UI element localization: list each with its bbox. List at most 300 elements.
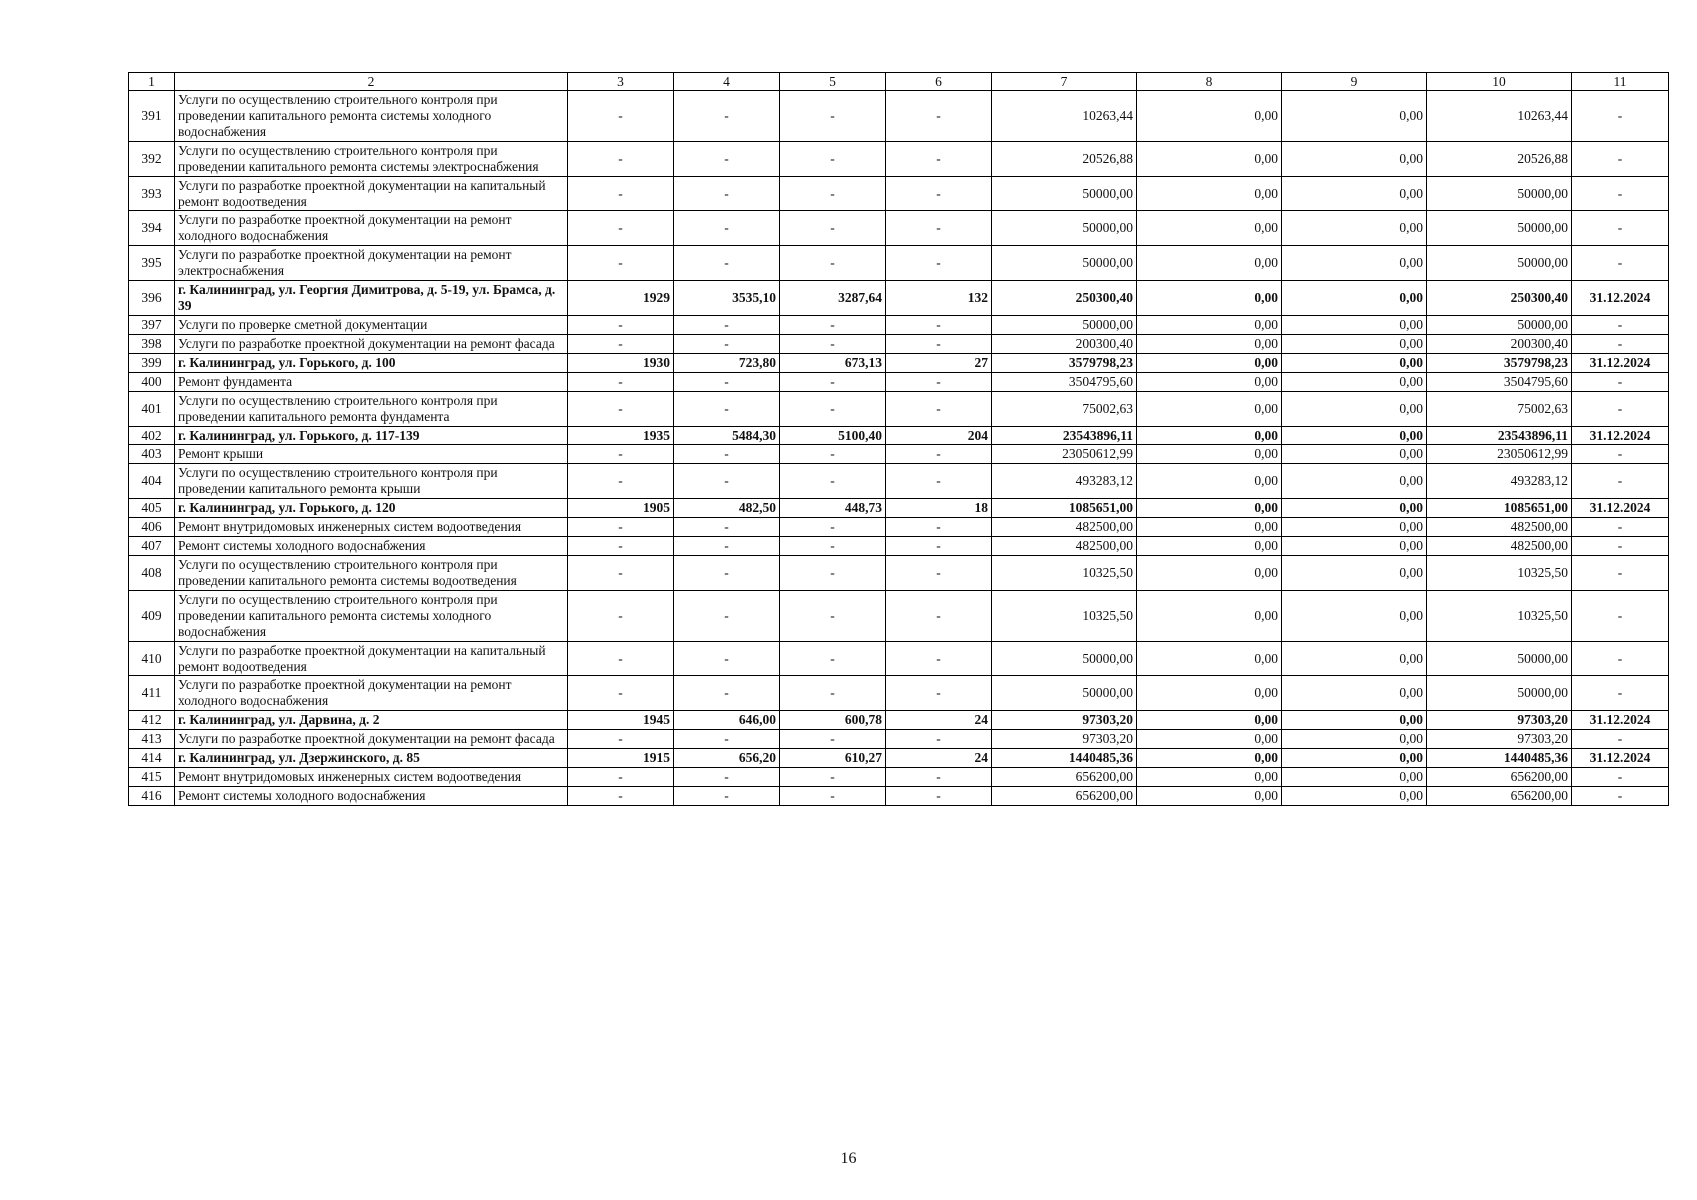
cost-col10-cell: 10325,50 bbox=[1427, 590, 1572, 641]
total-area-cell: - bbox=[674, 315, 780, 334]
row-number-cell: 409 bbox=[129, 590, 175, 641]
column-header-10: 10 bbox=[1427, 73, 1572, 91]
cost-col10-cell: 1085651,00 bbox=[1427, 499, 1572, 518]
living-area-cell: - bbox=[780, 676, 886, 711]
row-number-cell: 412 bbox=[129, 711, 175, 730]
cost-col9-cell: 0,00 bbox=[1282, 749, 1427, 768]
year-cell: - bbox=[568, 518, 674, 537]
cost-col9-cell: 0,00 bbox=[1282, 246, 1427, 281]
page-number: 16 bbox=[840, 1150, 857, 1167]
cost-col10-cell: 482500,00 bbox=[1427, 518, 1572, 537]
row-number-cell: 391 bbox=[129, 91, 175, 142]
year-cell: - bbox=[568, 315, 674, 334]
address-row bbox=[129, 499, 1669, 518]
total-cost-cell: 10263,44 bbox=[992, 91, 1137, 142]
year-cell: - bbox=[568, 445, 674, 464]
cost-col9-cell: 0,00 bbox=[1282, 518, 1427, 537]
item-name-cell: Услуги по разработке проектной документации на капитальный ремонт водоотведения bbox=[175, 641, 568, 676]
service-row bbox=[129, 590, 1669, 641]
cost-col8-cell: 0,00 bbox=[1137, 391, 1282, 426]
cost-col10-cell: 250300,40 bbox=[1427, 281, 1572, 316]
end-date-cell: - bbox=[1572, 768, 1669, 787]
total-area-cell: - bbox=[674, 141, 780, 176]
year-cell: - bbox=[568, 730, 674, 749]
address-row bbox=[129, 426, 1669, 445]
residents-cell: - bbox=[886, 786, 992, 805]
total-area-cell: - bbox=[674, 518, 780, 537]
row-number-cell: 398 bbox=[129, 334, 175, 353]
item-name-cell: Услуги по осуществлению строительного контроля при проведении капитального ремонта системы водоотведения bbox=[175, 555, 568, 590]
living-area-cell: - bbox=[780, 315, 886, 334]
column-header-3: 3 bbox=[568, 73, 674, 91]
cost-col8-cell: 0,00 bbox=[1137, 281, 1282, 316]
item-name-cell: г. Калининград, ул. Дзержинского, д. 85 bbox=[175, 749, 568, 768]
cost-col8-cell: 0,00 bbox=[1137, 730, 1282, 749]
year-cell: - bbox=[568, 91, 674, 142]
service-row bbox=[129, 676, 1669, 711]
row-number-cell: 405 bbox=[129, 499, 175, 518]
service-row bbox=[129, 391, 1669, 426]
living-area-cell: - bbox=[780, 730, 886, 749]
cost-col9-cell: 0,00 bbox=[1282, 676, 1427, 711]
living-area-cell: - bbox=[780, 141, 886, 176]
row-number-cell: 402 bbox=[129, 426, 175, 445]
end-date-cell: - bbox=[1572, 730, 1669, 749]
year-cell: 1930 bbox=[568, 353, 674, 372]
row-number-cell: 411 bbox=[129, 676, 175, 711]
cost-col8-cell: 0,00 bbox=[1137, 445, 1282, 464]
cost-col10-cell: 97303,20 bbox=[1427, 730, 1572, 749]
year-cell: 1935 bbox=[568, 426, 674, 445]
row-number-cell: 415 bbox=[129, 768, 175, 787]
end-date-cell: 31.12.2024 bbox=[1572, 281, 1669, 316]
residents-cell: - bbox=[886, 391, 992, 426]
item-name-cell: Услуги по разработке проектной документации на ремонт фасада bbox=[175, 334, 568, 353]
item-name-cell: Ремонт крыши bbox=[175, 445, 568, 464]
year-cell: - bbox=[568, 334, 674, 353]
end-date-cell: 31.12.2024 bbox=[1572, 426, 1669, 445]
cost-col9-cell: 0,00 bbox=[1282, 786, 1427, 805]
end-date-cell: 31.12.2024 bbox=[1572, 499, 1669, 518]
total-area-cell: - bbox=[674, 590, 780, 641]
cost-col9-cell: 0,00 bbox=[1282, 315, 1427, 334]
cost-col8-cell: 0,00 bbox=[1137, 353, 1282, 372]
cost-col9-cell: 0,00 bbox=[1282, 537, 1427, 556]
cost-col10-cell: 3504795,60 bbox=[1427, 372, 1572, 391]
table-body bbox=[129, 91, 1669, 806]
end-date-cell: - bbox=[1572, 141, 1669, 176]
service-row bbox=[129, 246, 1669, 281]
cost-col10-cell: 50000,00 bbox=[1427, 211, 1572, 246]
living-area-cell: - bbox=[780, 211, 886, 246]
residents-cell: - bbox=[886, 641, 992, 676]
year-cell: - bbox=[568, 590, 674, 641]
cost-col10-cell: 3579798,23 bbox=[1427, 353, 1572, 372]
residents-cell: - bbox=[886, 141, 992, 176]
end-date-cell: - bbox=[1572, 211, 1669, 246]
end-date-cell: - bbox=[1572, 590, 1669, 641]
living-area-cell: - bbox=[780, 786, 886, 805]
cost-col10-cell: 10325,50 bbox=[1427, 555, 1572, 590]
service-row bbox=[129, 211, 1669, 246]
cost-col9-cell: 0,00 bbox=[1282, 445, 1427, 464]
item-name-cell: Ремонт внутридомовых инженерных систем водоотведения bbox=[175, 518, 568, 537]
header-row bbox=[129, 73, 1669, 91]
residents-cell: 24 bbox=[886, 711, 992, 730]
year-cell: - bbox=[568, 391, 674, 426]
total-area-cell: - bbox=[674, 91, 780, 142]
cost-col9-cell: 0,00 bbox=[1282, 176, 1427, 211]
living-area-cell: 600,78 bbox=[780, 711, 886, 730]
total-cost-cell: 1440485,36 bbox=[992, 749, 1137, 768]
living-area-cell: - bbox=[780, 768, 886, 787]
cost-col8-cell: 0,00 bbox=[1137, 676, 1282, 711]
total-area-cell: - bbox=[674, 445, 780, 464]
residents-cell: - bbox=[886, 211, 992, 246]
total-cost-cell: 20526,88 bbox=[992, 141, 1137, 176]
total-cost-cell: 75002,63 bbox=[992, 391, 1137, 426]
cost-col10-cell: 493283,12 bbox=[1427, 464, 1572, 499]
end-date-cell: - bbox=[1572, 445, 1669, 464]
cost-col10-cell: 10263,44 bbox=[1427, 91, 1572, 142]
cost-col10-cell: 50000,00 bbox=[1427, 676, 1572, 711]
cost-col10-cell: 20526,88 bbox=[1427, 141, 1572, 176]
total-cost-cell: 482500,00 bbox=[992, 518, 1137, 537]
living-area-cell: - bbox=[780, 176, 886, 211]
item-name-cell: Услуги по разработке проектной документации на капитальный ремонт водоотведения bbox=[175, 176, 568, 211]
residents-cell: 132 bbox=[886, 281, 992, 316]
cost-col8-cell: 0,00 bbox=[1137, 315, 1282, 334]
service-row bbox=[129, 641, 1669, 676]
table-header bbox=[129, 73, 1669, 91]
living-area-cell: - bbox=[780, 391, 886, 426]
cost-col9-cell: 0,00 bbox=[1282, 499, 1427, 518]
living-area-cell: - bbox=[780, 372, 886, 391]
item-name-cell: г. Калининград, ул. Горького, д. 117-139 bbox=[175, 426, 568, 445]
cost-col10-cell: 656200,00 bbox=[1427, 786, 1572, 805]
total-cost-cell: 1085651,00 bbox=[992, 499, 1137, 518]
total-cost-cell: 10325,50 bbox=[992, 590, 1137, 641]
residents-cell: - bbox=[886, 676, 992, 711]
cost-col9-cell: 0,00 bbox=[1282, 391, 1427, 426]
cost-col8-cell: 0,00 bbox=[1137, 518, 1282, 537]
total-area-cell: - bbox=[674, 372, 780, 391]
cost-col9-cell: 0,00 bbox=[1282, 353, 1427, 372]
cost-col8-cell: 0,00 bbox=[1137, 537, 1282, 556]
cost-col10-cell: 656200,00 bbox=[1427, 768, 1572, 787]
item-name-cell: Ремонт системы холодного водоснабжения bbox=[175, 786, 568, 805]
total-area-cell: 646,00 bbox=[674, 711, 780, 730]
cost-col8-cell: 0,00 bbox=[1137, 768, 1282, 787]
total-area-cell: - bbox=[674, 464, 780, 499]
cost-col8-cell: 0,00 bbox=[1137, 91, 1282, 142]
cost-col9-cell: 0,00 bbox=[1282, 334, 1427, 353]
row-number-cell: 394 bbox=[129, 211, 175, 246]
cost-col9-cell: 0,00 bbox=[1282, 464, 1427, 499]
end-date-cell: - bbox=[1572, 537, 1669, 556]
year-cell: - bbox=[568, 372, 674, 391]
year-cell: - bbox=[568, 176, 674, 211]
data-table bbox=[128, 72, 1669, 806]
item-name-cell: Ремонт внутридомовых инженерных систем водоотведения bbox=[175, 768, 568, 787]
cost-col9-cell: 0,00 bbox=[1282, 555, 1427, 590]
cost-col8-cell: 0,00 bbox=[1137, 555, 1282, 590]
column-header-1: 1 bbox=[129, 73, 175, 91]
total-cost-cell: 493283,12 bbox=[992, 464, 1137, 499]
living-area-cell: - bbox=[780, 590, 886, 641]
residents-cell: - bbox=[886, 464, 992, 499]
year-cell: - bbox=[568, 246, 674, 281]
address-row bbox=[129, 711, 1669, 730]
item-name-cell: г. Калининград, ул. Георгия Димитрова, д. 5-19, ул. Брамса, д. 39 bbox=[175, 281, 568, 316]
item-name-cell: Ремонт системы холодного водоснабжения bbox=[175, 537, 568, 556]
residents-cell: 27 bbox=[886, 353, 992, 372]
total-cost-cell: 656200,00 bbox=[992, 786, 1137, 805]
total-area-cell: - bbox=[674, 334, 780, 353]
row-number-cell: 404 bbox=[129, 464, 175, 499]
total-area-cell: - bbox=[674, 730, 780, 749]
total-cost-cell: 97303,20 bbox=[992, 711, 1137, 730]
row-number-cell: 414 bbox=[129, 749, 175, 768]
end-date-cell: - bbox=[1572, 334, 1669, 353]
address-row bbox=[129, 281, 1669, 316]
cost-col8-cell: 0,00 bbox=[1137, 641, 1282, 676]
item-name-cell: Услуги по осуществлению строительного контроля при проведении капитального ремонта крыши bbox=[175, 464, 568, 499]
total-area-cell: 656,20 bbox=[674, 749, 780, 768]
cost-col9-cell: 0,00 bbox=[1282, 91, 1427, 142]
row-number-cell: 401 bbox=[129, 391, 175, 426]
total-area-cell: 5484,30 bbox=[674, 426, 780, 445]
row-number-cell: 413 bbox=[129, 730, 175, 749]
row-number-cell: 416 bbox=[129, 786, 175, 805]
cost-col8-cell: 0,00 bbox=[1137, 499, 1282, 518]
cost-col10-cell: 1440485,36 bbox=[1427, 749, 1572, 768]
total-cost-cell: 50000,00 bbox=[992, 641, 1137, 676]
total-area-cell: - bbox=[674, 391, 780, 426]
end-date-cell: - bbox=[1572, 786, 1669, 805]
column-header-9: 9 bbox=[1282, 73, 1427, 91]
end-date-cell: - bbox=[1572, 246, 1669, 281]
residents-cell: - bbox=[886, 246, 992, 281]
cost-col9-cell: 0,00 bbox=[1282, 768, 1427, 787]
address-row bbox=[129, 353, 1669, 372]
residents-cell: 204 bbox=[886, 426, 992, 445]
year-cell: 1929 bbox=[568, 281, 674, 316]
column-header-2: 2 bbox=[175, 73, 568, 91]
living-area-cell: - bbox=[780, 464, 886, 499]
cost-col8-cell: 0,00 bbox=[1137, 786, 1282, 805]
cost-col10-cell: 482500,00 bbox=[1427, 537, 1572, 556]
living-area-cell: - bbox=[780, 246, 886, 281]
row-number-cell: 396 bbox=[129, 281, 175, 316]
living-area-cell: 5100,40 bbox=[780, 426, 886, 445]
total-area-cell: - bbox=[674, 211, 780, 246]
living-area-cell: 673,13 bbox=[780, 353, 886, 372]
residents-cell: - bbox=[886, 518, 992, 537]
total-cost-cell: 200300,40 bbox=[992, 334, 1137, 353]
item-name-cell: г. Калининград, ул. Горького, д. 100 bbox=[175, 353, 568, 372]
year-cell: - bbox=[568, 141, 674, 176]
item-name-cell: Ремонт фундамента bbox=[175, 372, 568, 391]
cost-col8-cell: 0,00 bbox=[1137, 749, 1282, 768]
residents-cell: - bbox=[886, 768, 992, 787]
living-area-cell: - bbox=[780, 91, 886, 142]
cost-col9-cell: 0,00 bbox=[1282, 211, 1427, 246]
service-row bbox=[129, 518, 1669, 537]
column-header-5: 5 bbox=[780, 73, 886, 91]
cost-col9-cell: 0,00 bbox=[1282, 372, 1427, 391]
cost-col10-cell: 50000,00 bbox=[1427, 641, 1572, 676]
living-area-cell: - bbox=[780, 334, 886, 353]
living-area-cell: 448,73 bbox=[780, 499, 886, 518]
item-name-cell: г. Калининград, ул. Дарвина, д. 2 bbox=[175, 711, 568, 730]
column-header-8: 8 bbox=[1137, 73, 1282, 91]
cost-col10-cell: 75002,63 bbox=[1427, 391, 1572, 426]
item-name-cell: г. Калининград, ул. Горького, д. 120 bbox=[175, 499, 568, 518]
service-row bbox=[129, 141, 1669, 176]
total-cost-cell: 3579798,23 bbox=[992, 353, 1137, 372]
living-area-cell: - bbox=[780, 537, 886, 556]
living-area-cell: - bbox=[780, 555, 886, 590]
service-row bbox=[129, 555, 1669, 590]
total-cost-cell: 482500,00 bbox=[992, 537, 1137, 556]
service-row bbox=[129, 464, 1669, 499]
cost-col8-cell: 0,00 bbox=[1137, 211, 1282, 246]
living-area-cell: - bbox=[780, 518, 886, 537]
end-date-cell: - bbox=[1572, 464, 1669, 499]
year-cell: - bbox=[568, 786, 674, 805]
address-row bbox=[129, 749, 1669, 768]
residents-cell: 18 bbox=[886, 499, 992, 518]
end-date-cell: 31.12.2024 bbox=[1572, 749, 1669, 768]
cost-col9-cell: 0,00 bbox=[1282, 641, 1427, 676]
row-number-cell: 403 bbox=[129, 445, 175, 464]
end-date-cell: - bbox=[1572, 176, 1669, 211]
total-cost-cell: 50000,00 bbox=[992, 176, 1137, 211]
cost-col8-cell: 0,00 bbox=[1137, 334, 1282, 353]
total-area-cell: - bbox=[674, 676, 780, 711]
total-area-cell: - bbox=[674, 768, 780, 787]
cost-col10-cell: 200300,40 bbox=[1427, 334, 1572, 353]
residents-cell: 24 bbox=[886, 749, 992, 768]
total-area-cell: - bbox=[674, 786, 780, 805]
total-cost-cell: 23050612,99 bbox=[992, 445, 1137, 464]
year-cell: - bbox=[568, 464, 674, 499]
cost-col10-cell: 50000,00 bbox=[1427, 176, 1572, 211]
service-row bbox=[129, 91, 1669, 142]
residents-cell: - bbox=[886, 590, 992, 641]
year-cell: - bbox=[568, 641, 674, 676]
total-cost-cell: 23543896,11 bbox=[992, 426, 1137, 445]
cost-col9-cell: 0,00 bbox=[1282, 426, 1427, 445]
service-row bbox=[129, 730, 1669, 749]
living-area-cell: 3287,64 bbox=[780, 281, 886, 316]
cost-col9-cell: 0,00 bbox=[1282, 590, 1427, 641]
total-area-cell: - bbox=[674, 176, 780, 211]
cost-col9-cell: 0,00 bbox=[1282, 730, 1427, 749]
end-date-cell: - bbox=[1572, 91, 1669, 142]
year-cell: 1905 bbox=[568, 499, 674, 518]
residents-cell: - bbox=[886, 537, 992, 556]
item-name-cell: Услуги по проверке сметной документации bbox=[175, 315, 568, 334]
residents-cell: - bbox=[886, 176, 992, 211]
total-cost-cell: 656200,00 bbox=[992, 768, 1137, 787]
total-area-cell: 482,50 bbox=[674, 499, 780, 518]
cost-col8-cell: 0,00 bbox=[1137, 711, 1282, 730]
row-number-cell: 410 bbox=[129, 641, 175, 676]
cost-col10-cell: 23050612,99 bbox=[1427, 445, 1572, 464]
cost-col8-cell: 0,00 bbox=[1137, 246, 1282, 281]
total-cost-cell: 3504795,60 bbox=[992, 372, 1137, 391]
year-cell: 1915 bbox=[568, 749, 674, 768]
year-cell: - bbox=[568, 555, 674, 590]
item-name-cell: Услуги по осуществлению строительного контроля при проведении капитального ремонта системы холодного водоснабжения bbox=[175, 91, 568, 142]
cost-col8-cell: 0,00 bbox=[1137, 426, 1282, 445]
cost-col10-cell: 97303,20 bbox=[1427, 711, 1572, 730]
row-number-cell: 395 bbox=[129, 246, 175, 281]
item-name-cell: Услуги по разработке проектной документации на ремонт электроснабжения bbox=[175, 246, 568, 281]
row-number-cell: 392 bbox=[129, 141, 175, 176]
service-row bbox=[129, 315, 1669, 334]
row-number-cell: 397 bbox=[129, 315, 175, 334]
total-area-cell: - bbox=[674, 641, 780, 676]
column-header-6: 6 bbox=[886, 73, 992, 91]
item-name-cell: Услуги по разработке проектной документации на ремонт холодного водоснабжения bbox=[175, 676, 568, 711]
total-cost-cell: 50000,00 bbox=[992, 211, 1137, 246]
row-number-cell: 399 bbox=[129, 353, 175, 372]
row-number-cell: 393 bbox=[129, 176, 175, 211]
year-cell: - bbox=[568, 537, 674, 556]
column-header-11: 11 bbox=[1572, 73, 1669, 91]
row-number-cell: 406 bbox=[129, 518, 175, 537]
item-name-cell: Услуги по осуществлению строительного контроля при проведении капитального ремонта системы холодного водоснабжения bbox=[175, 590, 568, 641]
total-cost-cell: 50000,00 bbox=[992, 246, 1137, 281]
residents-cell: - bbox=[886, 315, 992, 334]
residents-cell: - bbox=[886, 334, 992, 353]
end-date-cell: - bbox=[1572, 315, 1669, 334]
residents-cell: - bbox=[886, 730, 992, 749]
row-number-cell: 408 bbox=[129, 555, 175, 590]
total-area-cell: - bbox=[674, 537, 780, 556]
row-number-cell: 407 bbox=[129, 537, 175, 556]
cost-col9-cell: 0,00 bbox=[1282, 281, 1427, 316]
end-date-cell: - bbox=[1572, 555, 1669, 590]
residents-cell: - bbox=[886, 445, 992, 464]
service-row bbox=[129, 334, 1669, 353]
end-date-cell: - bbox=[1572, 372, 1669, 391]
cost-col8-cell: 0,00 bbox=[1137, 464, 1282, 499]
service-row bbox=[129, 176, 1669, 211]
total-cost-cell: 50000,00 bbox=[992, 315, 1137, 334]
cost-col9-cell: 0,00 bbox=[1282, 141, 1427, 176]
cost-col8-cell: 0,00 bbox=[1137, 372, 1282, 391]
item-name-cell: Услуги по осуществлению строительного контроля при проведении капитального ремонта системы электроснабжения bbox=[175, 141, 568, 176]
column-header-4: 4 bbox=[674, 73, 780, 91]
service-row bbox=[129, 372, 1669, 391]
residents-cell: - bbox=[886, 372, 992, 391]
total-cost-cell: 250300,40 bbox=[992, 281, 1137, 316]
cost-col8-cell: 0,00 bbox=[1137, 141, 1282, 176]
total-cost-cell: 10325,50 bbox=[992, 555, 1137, 590]
cost-col10-cell: 50000,00 bbox=[1427, 246, 1572, 281]
column-header-7: 7 bbox=[992, 73, 1137, 91]
cost-col9-cell: 0,00 bbox=[1282, 711, 1427, 730]
cost-col8-cell: 0,00 bbox=[1137, 590, 1282, 641]
cost-col10-cell: 50000,00 bbox=[1427, 315, 1572, 334]
end-date-cell: 31.12.2024 bbox=[1572, 353, 1669, 372]
year-cell: - bbox=[568, 768, 674, 787]
residents-cell: - bbox=[886, 91, 992, 142]
